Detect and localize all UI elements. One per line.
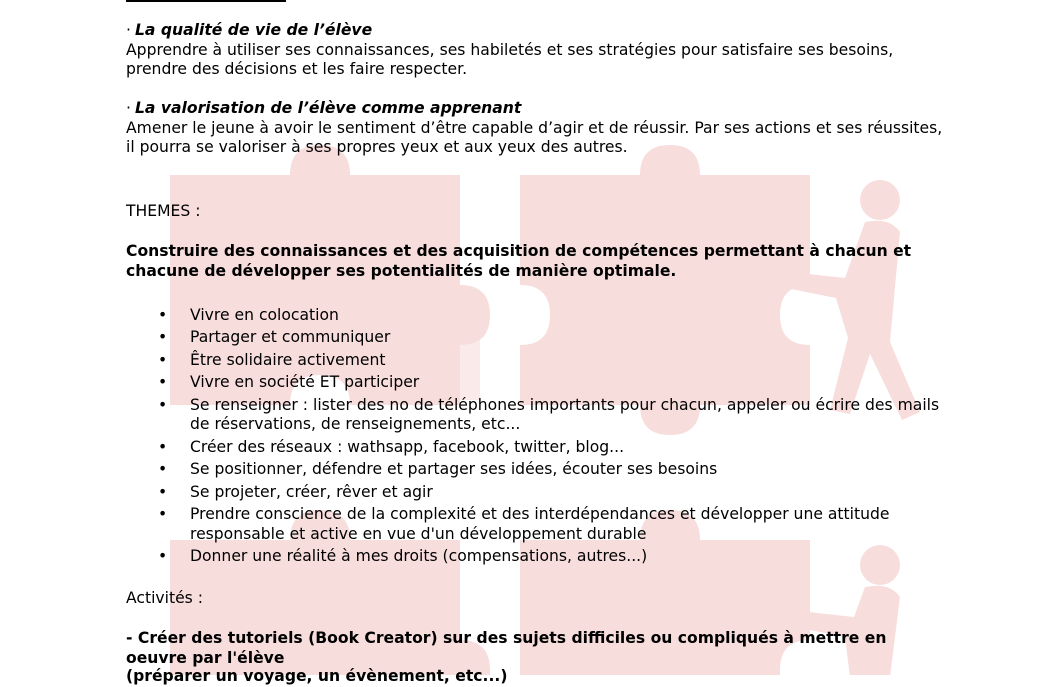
bullet-marker: •	[158, 547, 168, 566]
heading-text: La valorisation de l’élève comme apprenant	[134, 99, 522, 117]
theme-item-text: Vivre en colocation	[190, 306, 339, 324]
bullet-marker: •	[158, 504, 168, 523]
heading-text: La qualité de vie de l’élève	[134, 21, 373, 39]
theme-item-text: Prendre conscience de la complexité et des interdépendances et développer une attitude responsable et active en vue d'un développement durable	[190, 504, 890, 543]
theme-item-text: Vivre en société ET participer	[190, 373, 420, 392]
themes-label: THEMES :	[126, 202, 201, 220]
themes-list-container	[126, 306, 946, 570]
section-valorisation	[126, 99, 946, 158]
theme-list-item	[126, 438, 946, 458]
section-heading	[126, 21, 946, 41]
theme-item-text: Être solidaire activement	[190, 350, 386, 369]
theme-item-text: Donner une réalité à mes droits (compensations, autres...)	[190, 547, 648, 566]
themes-intro: Construire des connaissances et des acquisition de compétences permettant à chacun et chacune de développer ses potentialités de manière optimale.	[126, 242, 912, 280]
heading-marker: ·	[126, 99, 131, 117]
cut-off-heading-underline	[126, 0, 286, 2]
bullet-marker: •	[158, 306, 168, 324]
theme-item-text: Se positionner, défendre et partager ses idées, écouter ses besoins	[190, 460, 718, 479]
theme-list-item	[126, 328, 946, 348]
bullet-marker: •	[158, 373, 168, 392]
theme-list-item	[126, 351, 946, 371]
bullet-marker: •	[158, 437, 168, 456]
theme-list-item	[126, 505, 946, 545]
activity-item: - Créer des tutoriels (Book Creator) sur des sujets difficiles ou compliqués à mettre en oeuvre par l'élève	[126, 629, 887, 667]
activities-label: Activités :	[126, 589, 204, 607]
section-text: Apprendre à utiliser ses connaissances, ses habiletés et ses stratégies pour satisfaire ses besoins, prendre des décisions et les faire respecter.	[126, 40, 894, 78]
theme-list-item	[126, 306, 946, 326]
theme-list-item	[126, 373, 946, 393]
theme-list-item	[126, 460, 946, 480]
theme-item-text: Créer des réseaux : wathsapp, facebook, twitter, blog...	[190, 437, 625, 456]
theme-item-text: Se projeter, créer, rêver et agir	[190, 482, 433, 501]
section-text: Amener le jeune à avoir le sentiment d’être capable d’agir et de réussir. Par ses actions et ses réussites, il pourra se valoriser à ses propres yeux et aux yeux des autres.	[126, 118, 943, 156]
heading-marker: ·	[126, 21, 131, 39]
section-quality-of-life	[126, 21, 946, 80]
themes-list	[126, 306, 946, 567]
theme-list-item	[126, 396, 946, 436]
bullet-marker: •	[158, 460, 168, 479]
section-heading	[126, 99, 946, 119]
theme-list-item	[126, 547, 946, 567]
theme-list-item	[126, 483, 946, 503]
activity-item-cut-line: (préparer un voyage, un évènement, etc...)	[126, 667, 508, 685]
bullet-marker: •	[158, 350, 168, 369]
bullet-marker: •	[158, 395, 168, 414]
theme-item-text: Partager et communiquer	[190, 328, 391, 347]
bullet-marker: •	[158, 482, 168, 501]
bullet-marker: •	[158, 328, 168, 347]
theme-item-text: Se renseigner : lister des no de téléphones importants pour chacun, appeler ou écrire des mails de réservations, de renseignements, etc...	[190, 395, 940, 434]
